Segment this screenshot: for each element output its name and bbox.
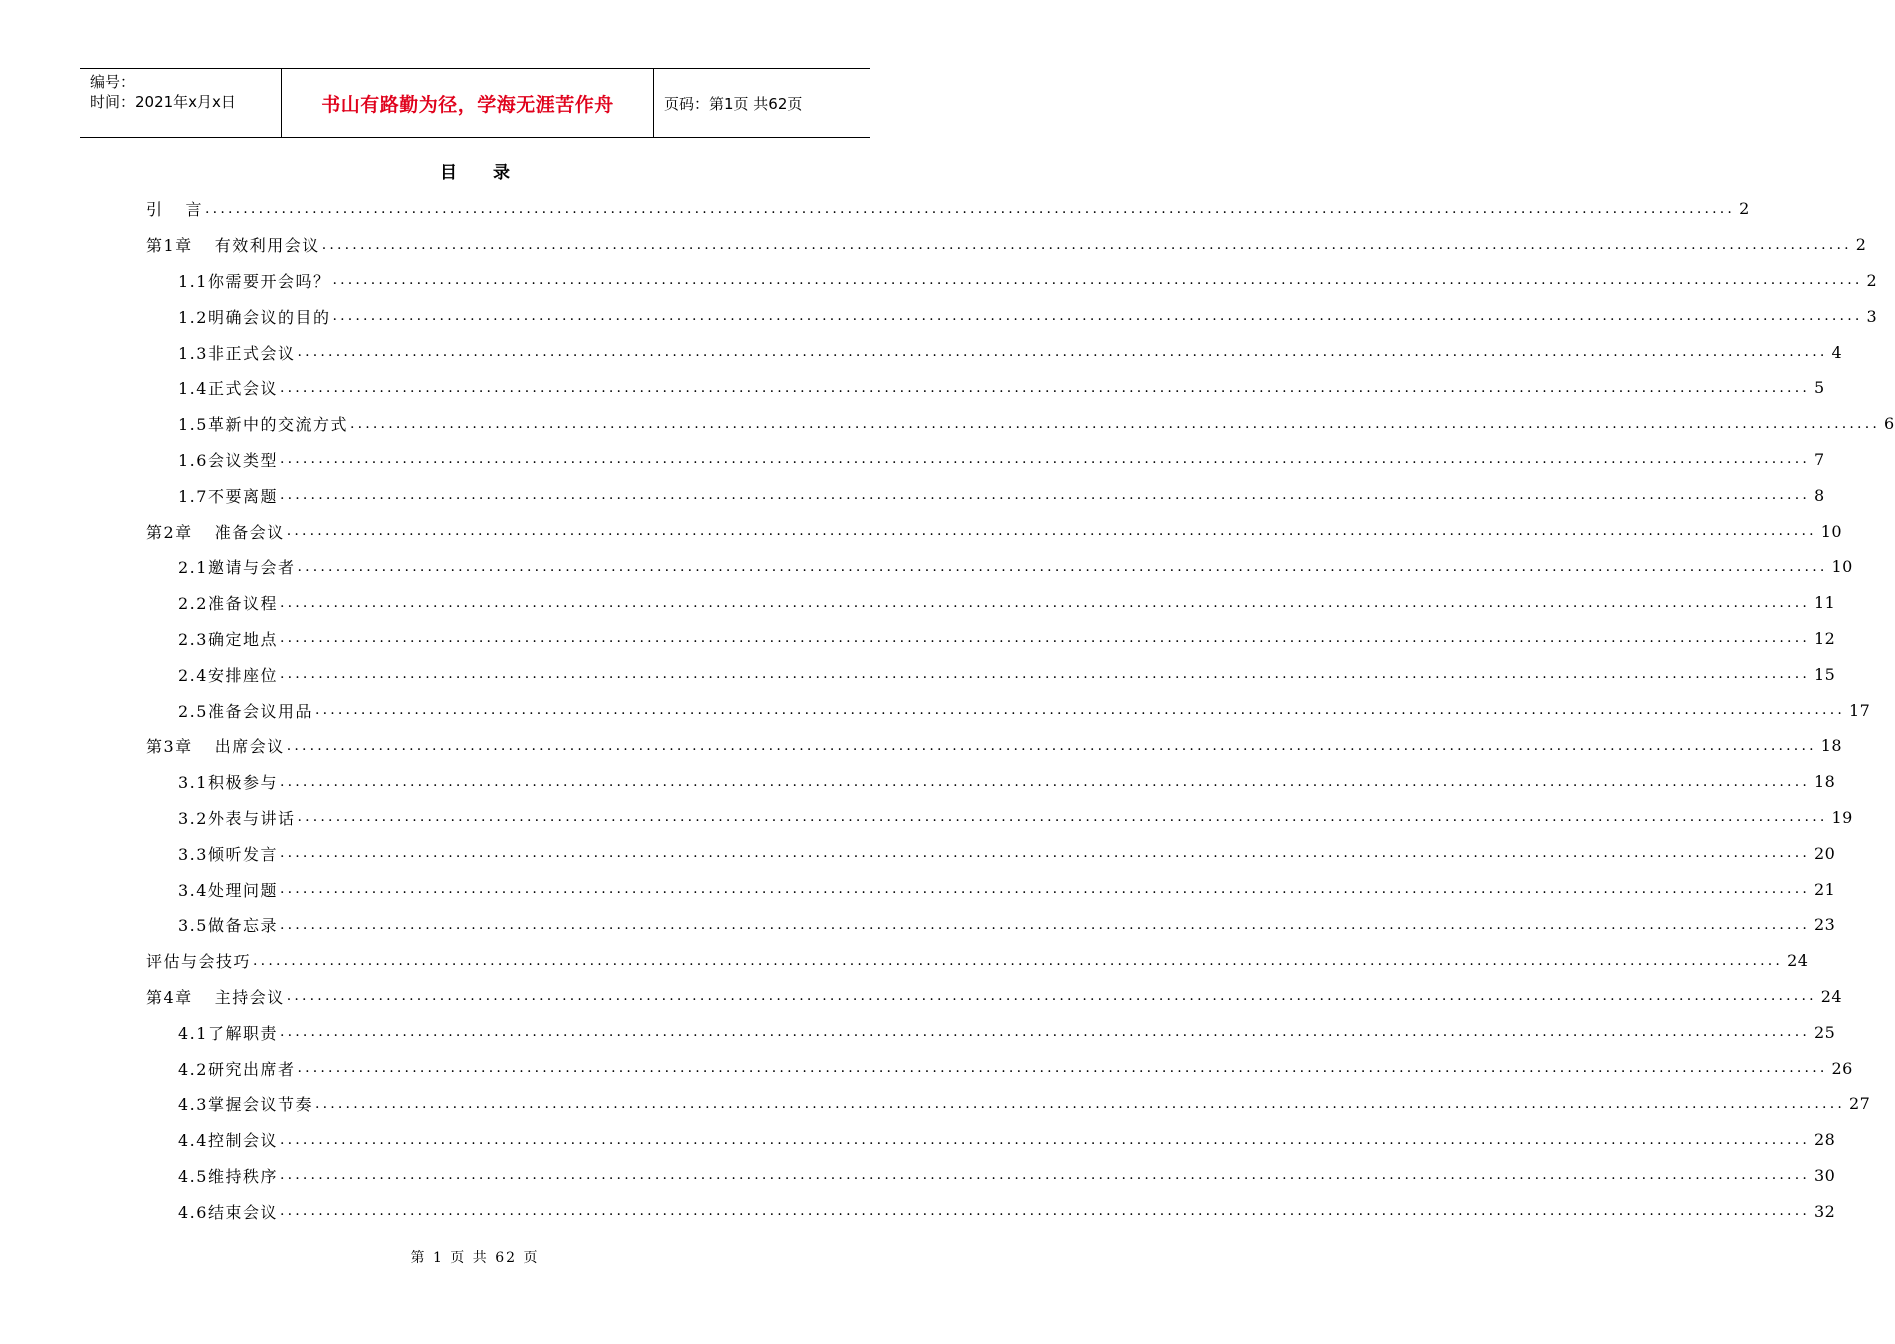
toc-entry-label [146, 734, 285, 757]
toc-entry-label [178, 663, 278, 686]
toc-entry[interactable] [146, 191, 1750, 227]
toc-entry-label [178, 1092, 313, 1115]
toc-entry-prefix: 第4章 [146, 987, 193, 1007]
toc-entry-title: 4.3掌握会议节奏 [178, 1095, 313, 1115]
toc-entry-page: 2 [1855, 235, 1867, 255]
toc-entry[interactable] [146, 621, 1836, 657]
toc-entry-label [178, 269, 330, 292]
toc-entry-page: 20 [1814, 843, 1836, 863]
toc-entry-page: 15 [1814, 664, 1836, 684]
toc-entry-label [178, 627, 278, 650]
toc-entry-page: 28 [1814, 1130, 1836, 1150]
toc-entry[interactable] [146, 370, 1825, 406]
toc-entry-title: 3.4处理问题 [178, 880, 278, 900]
toc-title-right: 录 [493, 163, 510, 183]
toc-entry[interactable] [146, 334, 1843, 370]
toc-entry[interactable] [146, 979, 1843, 1015]
toc-entry-leader: ........................................................................................................................................................................................................ [279, 773, 1810, 790]
toc-entry[interactable] [146, 1193, 1836, 1229]
toc-entry[interactable] [146, 477, 1825, 513]
toc-entry[interactable] [146, 656, 1836, 692]
toc-entry-page: 12 [1814, 628, 1836, 648]
toc-entry-page: 21 [1814, 879, 1836, 899]
toc-entry[interactable] [146, 871, 1836, 907]
toc-entry[interactable] [146, 1050, 1853, 1086]
page-footer: 第 1 页 共 62 页 [410, 1250, 540, 1266]
toc-entry-leader: ........................................................................................................................................................................................................ [314, 702, 1845, 719]
toc-entry-leader: ........................................................................................................................................................................................................ [314, 1095, 1845, 1112]
toc-entry-title: 4.1了解职责 [178, 1023, 278, 1043]
header-meta [80, 69, 282, 137]
toc-entry-label [178, 1057, 295, 1080]
toc-entry-label [146, 520, 285, 543]
toc-entry-label [178, 305, 330, 328]
toc-entry-leader: ........................................................................................................................................................................................................ [279, 594, 1810, 611]
toc-entry[interactable] [146, 692, 1871, 728]
toc-entry-leader: ........................................................................................................................................................................................................ [286, 737, 1817, 754]
toc-entry-title: 2.5准备会议用品 [178, 701, 313, 721]
toc-entry-leader: ........................................................................................................................................................................................................ [279, 451, 1810, 468]
toc-entry-leader: ........................................................................................................................................................................................................ [279, 916, 1810, 933]
toc-entry[interactable] [146, 764, 1836, 800]
toc-entry-page: 18 [1814, 772, 1836, 792]
page-header [80, 68, 870, 138]
toc-entry[interactable] [146, 513, 1843, 549]
toc-entry[interactable] [146, 549, 1853, 585]
toc-entry-prefix: 引 [146, 200, 164, 220]
toc-entry-leader: ........................................................................................................................................................................................................ [297, 809, 1828, 826]
toc-entry-page: 17 [1849, 700, 1871, 720]
toc-entry[interactable] [146, 1122, 1836, 1158]
table-of-contents [146, 191, 1895, 1229]
toc-entry-title: 3.1积极参与 [178, 773, 278, 793]
toc-entry[interactable] [146, 943, 1809, 979]
toc-entry-page: 10 [1831, 557, 1853, 577]
header-motto: 书山有路勤为径，学海无涯苦作舟 [282, 69, 654, 137]
toc-entry-page: 3 [1866, 306, 1878, 326]
toc-entry-leader: ........................................................................................................................................................................................................ [297, 558, 1828, 575]
header-page-info: 页码：第1页 共62页 [664, 94, 803, 113]
toc-entry-page: 7 [1814, 449, 1825, 469]
toc-entry-page: 8 [1814, 485, 1825, 505]
toc-entry-title: 2.4安排座位 [178, 665, 278, 685]
toc-entry-label [178, 1021, 278, 1044]
toc-entry[interactable] [146, 442, 1825, 478]
toc-entry-title: 1.7不要离题 [178, 486, 278, 506]
toc-entry-title: 有效利用会议 [214, 236, 320, 256]
toc-entry-page: 19 [1831, 807, 1853, 827]
toc-entry-label [146, 197, 203, 220]
toc-entry-page: 4 [1831, 342, 1843, 362]
toc-entry[interactable] [146, 585, 1836, 621]
toc-entry-label [178, 913, 278, 936]
toc-entry-page: 25 [1814, 1022, 1836, 1042]
toc-entry-leader: ........................................................................................................................................................................................................ [279, 1203, 1810, 1220]
toc-entry-title: 1.3非正式会议 [178, 343, 296, 363]
toc-entry-leader: ........................................................................................................................................................................................................ [205, 200, 1736, 217]
toc-entry-label [146, 949, 251, 972]
toc-entry[interactable] [146, 907, 1836, 943]
toc-entry-title: 1.4正式会议 [178, 379, 278, 399]
toc-title-left: 目 [440, 163, 457, 183]
toc-entry-label [178, 591, 278, 614]
toc-entry-leader: ........................................................................................................................................................................................................ [286, 523, 1817, 540]
toc-entry-leader: ........................................................................................................................................................................................................ [297, 344, 1828, 361]
toc-entry[interactable] [146, 298, 1878, 334]
toc-entry[interactable] [146, 800, 1853, 836]
toc-entry-title: 2.3确定地点 [178, 629, 278, 649]
toc-entry-label [146, 233, 320, 256]
toc-entry-title: 出席会议 [214, 737, 285, 757]
toc-entry-page: 5 [1814, 378, 1825, 398]
toc-entry-page: 30 [1814, 1165, 1836, 1185]
toc-entry-title: 4.2研究出席者 [178, 1059, 296, 1079]
toc-entry-leader: ........................................................................................................................................................................................................ [279, 845, 1810, 862]
toc-entry-page: 26 [1831, 1058, 1853, 1078]
toc-entry-page: 10 [1820, 521, 1843, 541]
toc-entry-title: 准备会议 [214, 522, 285, 542]
toc-entry-title: 2.2准备议程 [178, 594, 278, 614]
toc-entry-leader: ........................................................................................................................................................................................................ [279, 1131, 1810, 1148]
toc-entry-label [178, 555, 295, 578]
toc-entry-title: 2.1邀请与会者 [178, 558, 296, 578]
toc-entry-label [146, 985, 285, 1008]
toc-entry-leader: ........................................................................................................................................................................................................ [321, 236, 1852, 253]
toc-entry-leader: ........................................................................................................................................................................................................ [279, 379, 1810, 396]
toc-entry-leader: ........................................................................................................................................................................................................ [286, 988, 1817, 1005]
toc-entry-leader: ........................................................................................................................................................................................................ [332, 272, 1863, 289]
toc-entry-page: 27 [1849, 1094, 1871, 1114]
toc-entry[interactable] [146, 227, 1867, 263]
toc-entry-prefix: 第3章 [146, 737, 193, 757]
toc-entry-label [178, 699, 313, 722]
toc-entry-page: 2 [1866, 270, 1878, 290]
toc-entry-leader: ........................................................................................................................................................................................................ [253, 952, 1784, 969]
toc-entry-label [178, 1128, 278, 1151]
toc-entry-label [178, 842, 278, 865]
toc-entry-title: 4.4控制会议 [178, 1131, 278, 1151]
toc-entry-title: 言 [185, 200, 204, 220]
toc-entry-page: 24 [1787, 951, 1809, 971]
toc-entry[interactable] [146, 835, 1836, 871]
toc-title [0, 158, 950, 183]
toc-entry-title: 4.6结束会议 [178, 1202, 278, 1222]
toc-entry-leader: ........................................................................................................................................................................................................ [279, 666, 1810, 683]
toc-entry-page: 18 [1820, 736, 1843, 756]
toc-entry-page: 24 [1820, 986, 1843, 1006]
toc-entry-label [178, 1164, 278, 1187]
toc-entry-label [178, 341, 295, 364]
toc-entry-page: 2 [1739, 199, 1750, 219]
toc-entry[interactable] [146, 406, 1895, 442]
toc-entry-leader: ........................................................................................................................................................................................................ [279, 1024, 1810, 1041]
toc-entry[interactable] [146, 263, 1878, 299]
toc-entry-page: 32 [1814, 1201, 1836, 1221]
document-number-label: 编号： [90, 73, 136, 91]
toc-entry-label [178, 878, 278, 901]
toc-entry-title: 3.5做备忘录 [178, 916, 278, 936]
toc-entry-page: 23 [1814, 915, 1836, 935]
toc-entry-title: 1.5革新中的交流方式 [178, 415, 348, 435]
toc-entry-title: 1.6会议类型 [178, 450, 278, 470]
toc-entry-leader: ........................................................................................................................................................................................................ [297, 1060, 1828, 1077]
toc-entry-title: 1.1你需要开会吗？ [178, 271, 331, 291]
toc-entry-title: 主持会议 [214, 987, 285, 1007]
toc-entry-label [178, 412, 348, 435]
toc-entry-leader: ........................................................................................................................................................................................................ [279, 881, 1810, 898]
toc-entry-page: 6 [1884, 414, 1895, 434]
toc-entry-label [178, 770, 278, 793]
toc-entry-page: 11 [1814, 593, 1836, 613]
toc-entry-leader: ........................................................................................................................................................................................................ [279, 630, 1810, 647]
toc-entry-label [178, 806, 295, 829]
toc-entry-prefix: 第2章 [146, 522, 193, 542]
toc-entry-label [178, 1200, 278, 1223]
toc-entry-title: 评估与会技巧 [146, 952, 252, 972]
toc-entry-title: 4.5维持秩序 [178, 1166, 278, 1186]
toc-entry-label [178, 376, 278, 399]
toc-entry-leader: ........................................................................................................................................................................................................ [349, 415, 1880, 432]
toc-entry-title: 1.2明确会议的目的 [178, 307, 331, 327]
toc-entry[interactable] [146, 728, 1843, 764]
toc-entry-leader: ........................................................................................................................................................................................................ [279, 1167, 1810, 1184]
toc-entry-leader: ........................................................................................................................................................................................................ [279, 487, 1810, 504]
toc-entry-leader: ........................................................................................................................................................................................................ [332, 308, 1863, 325]
toc-entry[interactable] [146, 1014, 1836, 1050]
toc-entry-title: 3.3倾听发言 [178, 844, 278, 864]
toc-entry-title: 3.2外表与讲话 [178, 808, 296, 828]
toc-entry-label [178, 484, 278, 507]
document-date: 时间：2021年x月x日 [90, 93, 236, 111]
toc-entry-prefix: 第1章 [146, 236, 193, 256]
toc-entry[interactable] [146, 1086, 1871, 1122]
toc-entry[interactable] [146, 1158, 1836, 1194]
toc-entry-label [178, 448, 278, 471]
